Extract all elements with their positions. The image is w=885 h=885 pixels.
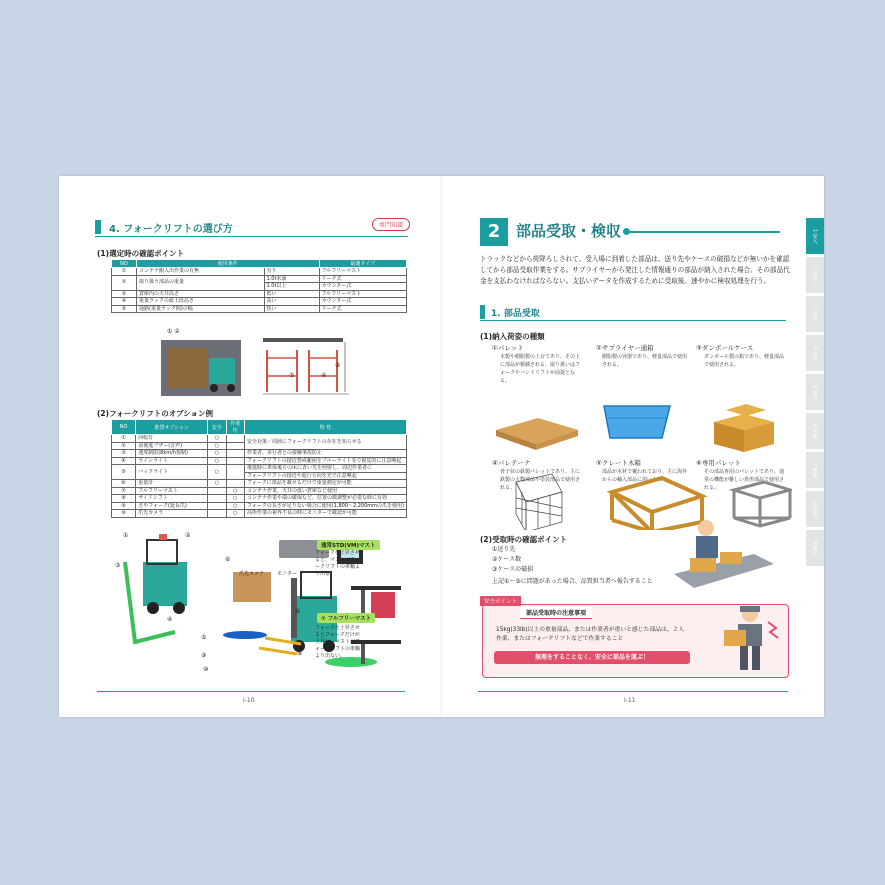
worker-lifting-illustration — [714, 602, 784, 674]
sub-header — [480, 304, 786, 321]
callout-3: ③ — [115, 562, 121, 569]
item-title: ⑥専用パレット — [696, 459, 741, 467]
full-free-mast-label: ⑦ フルフリーマスト — [317, 613, 375, 623]
cell: ○ — [208, 480, 226, 488]
callout-6a: ⑥ — [225, 556, 231, 563]
check-item: ②ケース数 — [492, 556, 522, 563]
options-table — [111, 419, 407, 518]
expert-badge: 専門知識 — [372, 218, 410, 231]
tab-5[interactable]: 5 保管 — [806, 374, 824, 410]
safety-text: 15kg(33lb)以上の重量部品、または作業者が重いと感じた部品は、２人作業、またはフォークリフトなどで作業すること — [496, 627, 685, 642]
cell: 1.0t未満 — [264, 275, 319, 283]
cell: 速度制限(8km/h規制) — [136, 450, 208, 458]
table-header-row — [112, 420, 407, 435]
cell: フォークリフトの接近警戒範囲をブルーライト等で視覚的に注意喚起 — [244, 457, 406, 465]
fig-label: ④ — [321, 372, 327, 379]
cell: ⑤ — [112, 465, 136, 480]
cell: カウンター式 — [319, 283, 407, 291]
table-row — [112, 465, 407, 473]
inspection-illustration — [664, 514, 782, 592]
fig-label: ⑤ — [289, 372, 295, 379]
cell: ○ — [208, 457, 226, 465]
cell: ラインライト — [136, 457, 208, 465]
cell: 低い — [264, 290, 319, 298]
cell: 回転灯 — [136, 435, 208, 443]
cell: ○ — [226, 487, 244, 495]
cell — [226, 457, 244, 465]
callout-5: ⑤ — [201, 634, 207, 641]
table-header-row — [112, 260, 407, 268]
page-number: I-11 — [624, 697, 636, 704]
section-bar — [95, 220, 101, 234]
chapter-tabs — [806, 218, 824, 569]
th: 使用条件 — [137, 260, 320, 268]
warehouse-figure — [159, 328, 359, 400]
cell: ② — [112, 275, 137, 290]
cell — [208, 510, 226, 518]
check-item: ①送り先 — [492, 546, 516, 553]
safety-tag: 安全ポイント — [480, 596, 521, 606]
cell: フルフリーマスト — [319, 290, 407, 298]
item-title: ⑤クレート木箱 — [596, 459, 641, 467]
check-item: ③ケースの破損 — [492, 566, 534, 573]
cell: 通路(重量ラック間)の幅 — [137, 305, 265, 313]
safety-message: 無理をすることなく、安全に部品を運ぶ！ — [494, 651, 690, 664]
cell — [208, 487, 226, 495]
item-desc: ダンボール製の箱であり、軽量部品で使用される。 — [704, 354, 784, 368]
fig-label: ① ② — [167, 328, 180, 335]
camera-label: 爪先カメラ — [239, 571, 265, 577]
cell: 高所作業の視界不良の時にモニターで確認が可能 — [244, 510, 406, 518]
sub-header-bar — [480, 305, 485, 319]
cell — [208, 502, 226, 510]
cell: ④ — [112, 298, 137, 306]
tab-2[interactable]: 2 保管 — [806, 257, 824, 293]
chapter-title: 部品受取・検収 — [516, 222, 622, 240]
page-number: I-10 — [243, 697, 255, 704]
cell: ⑤ — [112, 305, 137, 313]
cell: ⑨ — [112, 502, 136, 510]
right-page — [442, 176, 824, 717]
std-mast-desc: フォークを上昇させると、マストがフォークリフトの車軸より出る。 — [315, 550, 361, 577]
std-mast-label: 通常STD(VM)マスト — [317, 540, 380, 550]
cell: ⑦ — [112, 487, 136, 495]
cell — [226, 450, 244, 458]
th: NO — [112, 260, 137, 268]
item-desc: 木製や樹脂製の土台であり、その上に部品が積載される。取り扱いはフォークやハンドリフトが前提となる。 — [500, 354, 581, 384]
packaging-row1-figure — [492, 398, 792, 454]
th: 推奨オプション — [136, 420, 208, 435]
tab-7[interactable]: 7 棚卸 — [806, 452, 824, 488]
table-row — [112, 487, 407, 495]
forklift-options-figure — [115, 532, 415, 676]
cell: ○ — [208, 442, 226, 450]
cell: 作業者、歩行者との接触事故防止 — [244, 450, 406, 458]
cell: ⑥ — [112, 480, 136, 488]
item-title: ③ダンボールケース — [696, 344, 754, 352]
cell: 重量計 — [136, 480, 208, 488]
item-desc: 樹脂製の容器であり、軽量部品で使用される。 — [602, 354, 688, 368]
cell: ○ — [208, 435, 226, 443]
cell: ○ — [208, 450, 226, 458]
item-title: ④パレテーナ — [492, 459, 531, 467]
monitor-label: モニター — [277, 571, 298, 577]
intro-text: トラックなどから荷降ろしされて、受入場に到着した部品は、送り先やケースの破損などが無いかを確認してから部品受取作業をする。サプライヤーから発注した情報通りの部品が納入された場合、その部品代金を支払わなければならない。支払いデータを作成するために受取後、速やかに検収処理を行う。 — [480, 255, 790, 285]
th: 作業性 — [226, 420, 244, 435]
cell: ① — [112, 268, 137, 276]
table-row — [112, 510, 407, 518]
cell: ① — [112, 435, 136, 443]
table-row — [112, 268, 407, 276]
item-desc: 骨子状の鉄製パレットであり、主に鉄製の大物部品や塗装部品で使用される。 — [500, 469, 581, 491]
item-desc: 部品が木材で覆われており、主に海外からの輸入部品に用いられる。 — [602, 469, 688, 483]
cell: リーチ式 — [319, 305, 407, 313]
tab-3[interactable]: 3 出荷 — [806, 296, 824, 332]
table-row — [112, 480, 407, 488]
table-row — [112, 495, 407, 503]
table-row — [112, 305, 407, 313]
tab-4[interactable]: 4 入庫 — [806, 335, 824, 371]
chapter-number: 2 — [480, 218, 508, 246]
cell: 後進時に車体後方の床に青い光を照射し、周辺作業者に — [244, 465, 406, 473]
cell: 有り — [264, 268, 319, 276]
cell: ④ — [112, 457, 136, 465]
cell: ③ — [112, 450, 136, 458]
cell: 重量ラックの最上段高さ — [137, 298, 265, 306]
subtitle-selection: (1)選定時の確認ポイント — [97, 249, 185, 258]
cell: 1.0t以上 — [264, 283, 319, 291]
cell — [226, 435, 244, 443]
cell: 高い — [264, 298, 319, 306]
cell: フルフリーマスト — [319, 268, 407, 276]
th: NO — [112, 420, 136, 435]
footer-line — [478, 691, 788, 692]
cell: ○ — [226, 510, 244, 518]
cell: ○ — [208, 465, 226, 480]
table-row — [112, 435, 407, 443]
footer-line — [97, 691, 405, 692]
fig-label: ③ — [335, 362, 341, 369]
cell: さやフォーク(延長爪) — [136, 502, 208, 510]
left-page — [59, 176, 442, 717]
cell: ○ — [226, 502, 244, 510]
full-free-mast-desc: フォークを上昇させるとフォークだけが上昇し、マストがフォークリフトの車軸より出ない。 — [315, 625, 361, 659]
tab-8[interactable]: 8 在庫 — [806, 491, 824, 527]
cell: バックライト — [136, 465, 208, 480]
subtitle-checkpoints: (2)受取時の確認ポイント — [480, 535, 568, 544]
cell: ⑩ — [112, 510, 136, 518]
safety-heading: 部品受取時の注意事項 — [520, 607, 592, 619]
subtitle-packaging: (1)納入荷姿の種類 — [480, 332, 545, 341]
sub-header-title: 1. 部品受取 — [491, 309, 540, 319]
cell — [226, 442, 244, 450]
selection-table — [111, 259, 407, 313]
cell: フォークリフトの接近や進行方向を光で注意喚起 — [244, 472, 406, 480]
cell: 取り扱う部品の重量 — [137, 275, 265, 290]
cell: コンテナ作業や端の確保など、位置の微調整が必要な時に有効 — [244, 495, 406, 503]
th: 最適タイプ — [319, 260, 407, 268]
section-header — [95, 218, 408, 237]
cell: カウンター式 — [319, 298, 407, 306]
cell: ⑧ — [112, 495, 136, 503]
section-title: 4. フォークリフトの選び方 — [109, 224, 233, 235]
tab-9[interactable]: 9 返品 — [806, 530, 824, 566]
table-row — [112, 450, 407, 458]
tab-receiving[interactable]: 1 受入 — [806, 218, 824, 254]
th: 安全 — [208, 420, 226, 435]
callout-8: ⑧ — [297, 650, 303, 657]
callout-6b: ⑥ — [295, 608, 301, 615]
cell: 前後進ブザー(音声) — [136, 442, 208, 450]
callout-9: ⑨ — [201, 652, 207, 659]
callout-10: ⑩ — [203, 666, 209, 673]
cell: ③ — [112, 290, 137, 298]
cell: 安全対策／周囲にフォークリフトの存在を知らせる — [244, 435, 406, 450]
check-note: 上記①～③に問題があった場合、品質担当者へ報告すること — [492, 578, 653, 585]
cell: コンテナ搬入出作業の有無 — [137, 268, 265, 276]
callout-2: ② — [185, 532, 191, 539]
cell: 狭い — [264, 305, 319, 313]
cell: サイドシフト — [136, 495, 208, 503]
cell — [226, 480, 244, 488]
callout-4: ④ — [167, 616, 173, 623]
cell: 爪先カメラ — [136, 510, 208, 518]
title-rule — [626, 231, 780, 233]
item-title: ①パレット — [492, 344, 524, 352]
callout-1: ① — [123, 532, 129, 539]
table-row — [112, 502, 407, 510]
table-row — [112, 275, 407, 283]
cell: フルフリーマスト — [136, 487, 208, 495]
item-desc: その部品専用のパレットであり、通常の機能が難しい異形部品で使用される。 — [704, 469, 785, 491]
cell: リーチ式 — [319, 275, 407, 283]
table-row — [112, 290, 407, 298]
item-title: ②サプライヤー通箱 — [596, 344, 654, 352]
table-row — [112, 298, 407, 306]
th: 特 性 — [244, 420, 406, 435]
cell: ○ — [226, 495, 244, 503]
cell: フォークの長さが足りない場合に使用(1,800～2,200mmの爪を使用) — [244, 502, 406, 510]
cell: ② — [112, 442, 136, 450]
table-row — [112, 457, 407, 465]
cell: フォークに部品を載せるだけで重量測定が可能 — [244, 480, 406, 488]
cell — [208, 495, 226, 503]
cell: コンテナ作業、天井の低い倉庫など使用 — [244, 487, 406, 495]
cell: 倉庫内の天井高さ — [137, 290, 265, 298]
tab-6[interactable]: 6 出庫 — [806, 413, 824, 449]
cell — [226, 465, 244, 480]
subtitle-options: (2)フォークリフトのオプション例 — [97, 409, 214, 418]
